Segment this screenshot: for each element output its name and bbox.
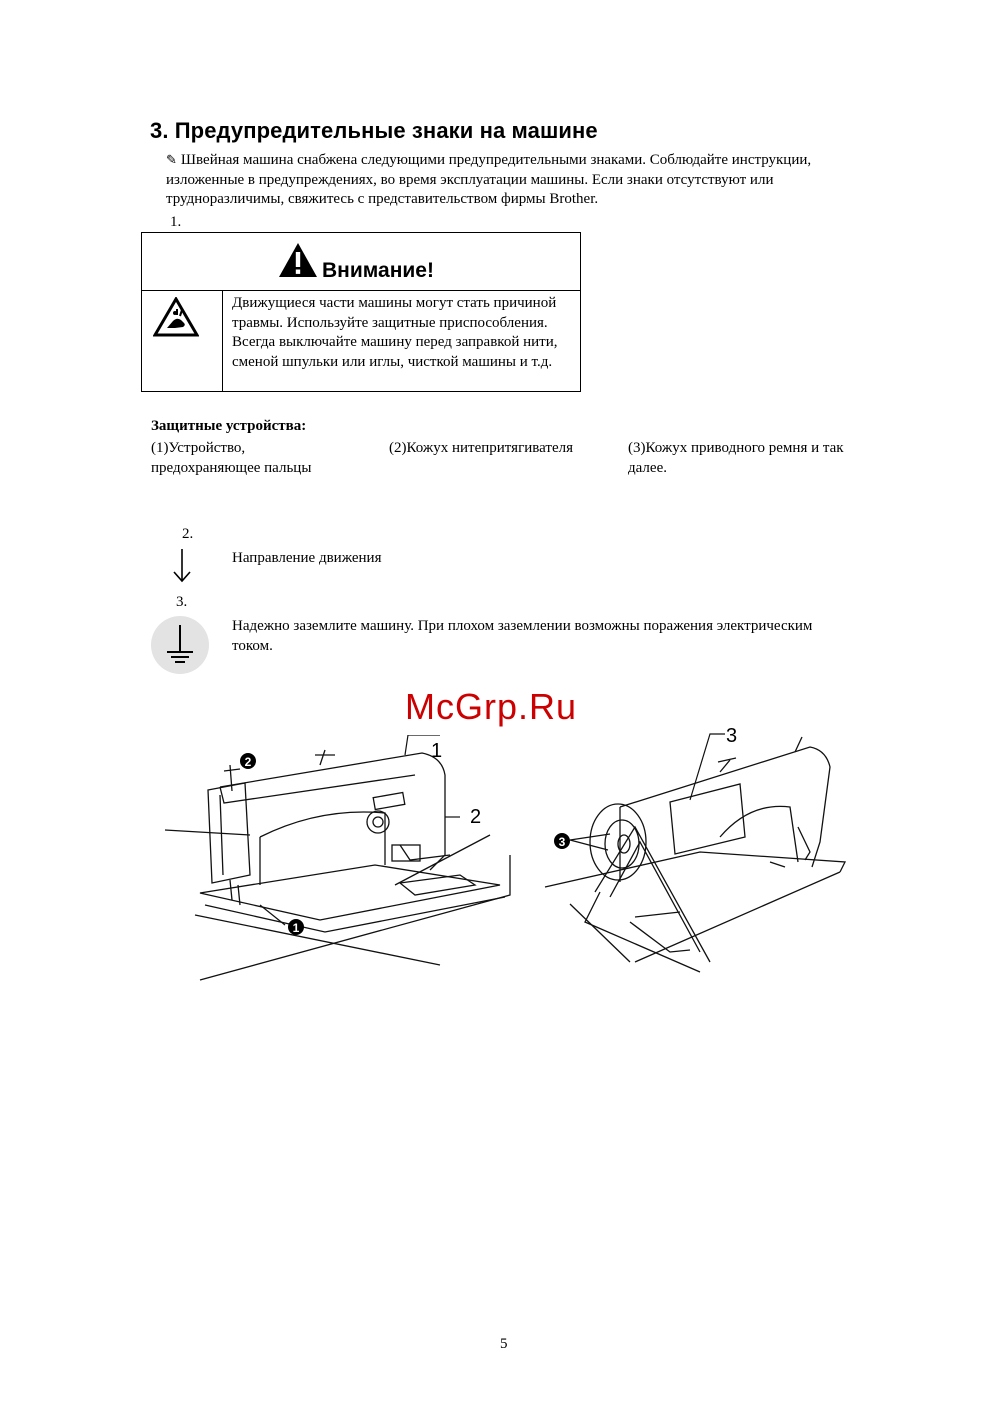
item-3-number: 3.	[176, 594, 188, 610]
warning-text: Движущиеся части машины могут стать причиной травмы. Используйте защитные приспособления. Всегда выключайте машину перед заправкой нити, сменой шпульки или иглы, чисткой машины и т.д.	[232, 295, 558, 370]
device-1: (1)Устройство, предохраняющее пальцы	[151, 440, 312, 476]
ground-label: Надежно заземлите машину. При плохом заземлении возможны поражения электрическим током.	[232, 618, 813, 654]
device-3: (3)Кожух приводного ремня и так далее.	[628, 440, 844, 476]
watermark: McGrp.Ru	[405, 686, 578, 727]
warning-title: Внимание!	[322, 259, 434, 282]
pencil-icon: ✎	[166, 152, 177, 167]
hand-injury-icon	[153, 297, 199, 337]
callout-2: 2	[470, 806, 482, 828]
warning-header	[142, 233, 580, 291]
device-2: (2)Кожух нитепритягивателя	[389, 440, 573, 456]
callout-3: 3	[726, 725, 738, 747]
direction-label: Направление движения	[232, 550, 382, 566]
item-1-number: 1.	[170, 214, 182, 230]
machine-rear-illustration	[540, 722, 860, 982]
intro-text: Швейная машина снабжена следующими предупредительными знаками. Соблюдайте инструкции, изложенные в предупреждениях, во время эксплуатации машины. Если знаки отсутствуют или трудноразличимы, свяжитесь с представительством фирмы Brother.	[166, 152, 812, 207]
intro-paragraph	[166, 150, 856, 210]
page-number: 5	[500, 1336, 508, 1352]
protective-devices-title: Защитные устройства:	[151, 418, 307, 434]
hand-hazard-cell	[142, 291, 223, 391]
svg-text:3: 3	[558, 835, 566, 849]
svg-text:1: 1	[292, 921, 300, 935]
direction-arrow-icon	[172, 548, 192, 584]
warning-box	[141, 232, 581, 392]
machine-front-illustration	[160, 735, 520, 985]
ground-icon	[150, 615, 210, 675]
svg-text:2: 2	[244, 755, 252, 769]
callout-1: 1	[431, 740, 443, 762]
item-2-number: 2.	[182, 526, 194, 542]
section-title: 3. Предупредительные знаки на машине	[150, 118, 598, 143]
warning-triangle-icon	[278, 242, 318, 278]
